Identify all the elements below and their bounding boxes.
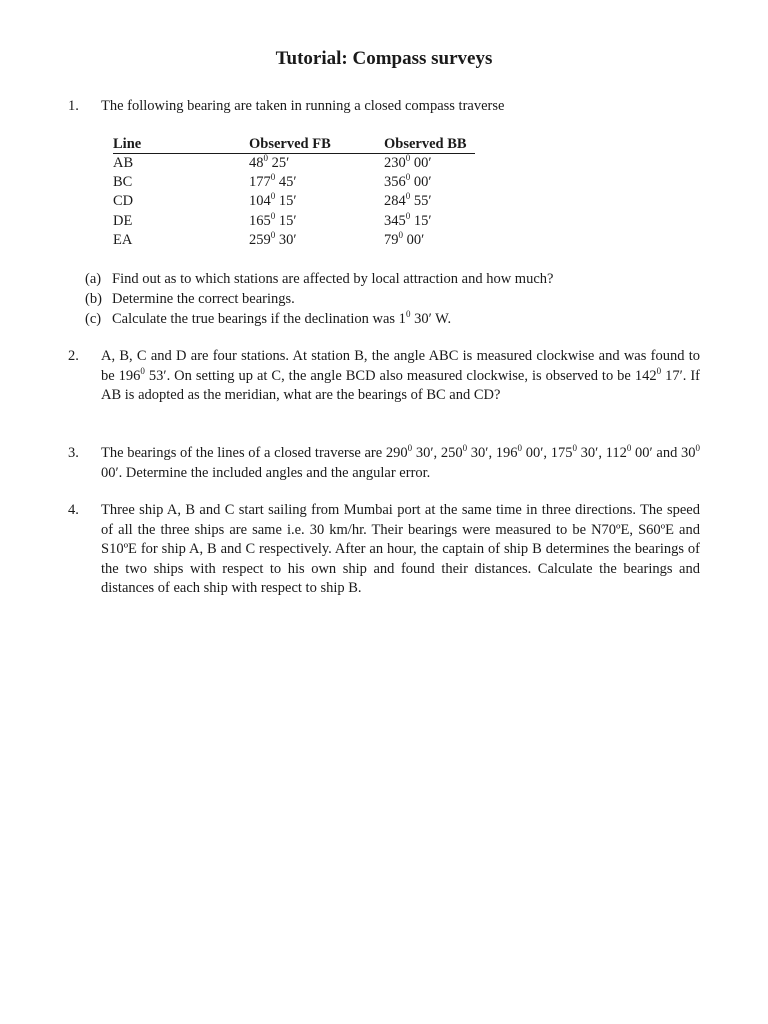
cell-bb: $284^0$ 55′: [384, 191, 432, 210]
sub-label: (b): [85, 291, 102, 307]
question-text: Three ship A, B and C start sailing from Mumbai port at the same time in three directions. The speed of all the three ships are same i.e. 30 km/hr. Their bearings were measured to be N70ºE, S60ºE and S10ºE for ship A, B and C respectively. After an hour, the captain of ship B determines the bearings of the two ships with respect to his own ship and found their distances. Calculate the bearings and distances of each ship with respect to ship B.: [101, 502, 700, 596]
table-row: [113, 231, 475, 250]
cell-bb: $230^0$ 00′: [384, 153, 432, 171]
question-text: The following bearing are taken in running a closed compass traverse: [101, 98, 505, 114]
page-title: Tutorial: Compass surveys: [275, 48, 493, 69]
cell-fb: $177^0$ 45′: [249, 172, 297, 191]
header-observed-bb: Observed BB: [384, 136, 467, 152]
header-observed-fb: Observed FB: [249, 136, 331, 152]
bearing-table: [113, 135, 475, 250]
sub-label: (c): [85, 311, 102, 327]
question-number: 4.: [68, 502, 79, 518]
question-number: 1.: [68, 98, 79, 114]
cell-line: CD: [113, 193, 134, 210]
header-line: Line: [113, 136, 142, 152]
question-number: 3.: [68, 445, 79, 461]
cell-line: AB: [113, 155, 134, 171]
table-row: [113, 173, 475, 192]
sub-question: [85, 289, 553, 309]
cell-bb: $79^0$ 00′: [384, 229, 425, 248]
sub-text: Calculate the true bearings if the declination was $1^0$ 30′ W.: [112, 309, 452, 327]
cell-line: EA: [113, 231, 133, 248]
question-4: [68, 501, 700, 599]
sub-text: Find out as to which stations are affected by local attraction and how much?: [112, 271, 554, 287]
cell-bb: $345^0$ 15′: [384, 210, 432, 229]
question-2: [68, 347, 700, 406]
question-3: [68, 444, 700, 483]
sub-question: [85, 269, 553, 289]
cell-line: BC: [113, 174, 133, 191]
sub-label: (a): [85, 271, 102, 287]
question-text: A, B, C and D are four stations. At station B, the angle ABC is measured clockwise and was found to be $196^0$ 53′. On setting up at C, the angle BCD also measured clockwise, is observed to be $142^0$ 17′. If AB is adopted as the meridian, what are the bearings of BC and CD?: [101, 348, 700, 403]
question-1: [68, 97, 700, 117]
table-row: [113, 154, 475, 173]
cell-fb: $165^0$ 15′: [249, 210, 297, 229]
cell-fb: $259^0$ 30′: [249, 229, 297, 248]
sub-questions: [85, 269, 553, 329]
table-row: [113, 212, 475, 231]
sub-question: [85, 309, 553, 329]
question-number: 2.: [68, 348, 79, 364]
cell-line: DE: [113, 212, 133, 229]
cell-fb: $104^0$ 15′: [249, 191, 297, 210]
table-header: [113, 135, 475, 154]
cell-fb: $48^0$ 25′: [249, 153, 290, 171]
cell-bb: $356^0$ 00′: [384, 172, 432, 191]
table-row: [113, 192, 475, 211]
sub-text: Determine the correct bearings.: [112, 291, 295, 307]
question-text: The bearings of the lines of a closed traverse are $290^0$ 30′, $250^0$ 30′, $196^0$ 00′, $175^0$ 30′, $112^0$ 00′ and $30^0$ 00′. Determine the included angles and the angular error.: [101, 443, 701, 481]
